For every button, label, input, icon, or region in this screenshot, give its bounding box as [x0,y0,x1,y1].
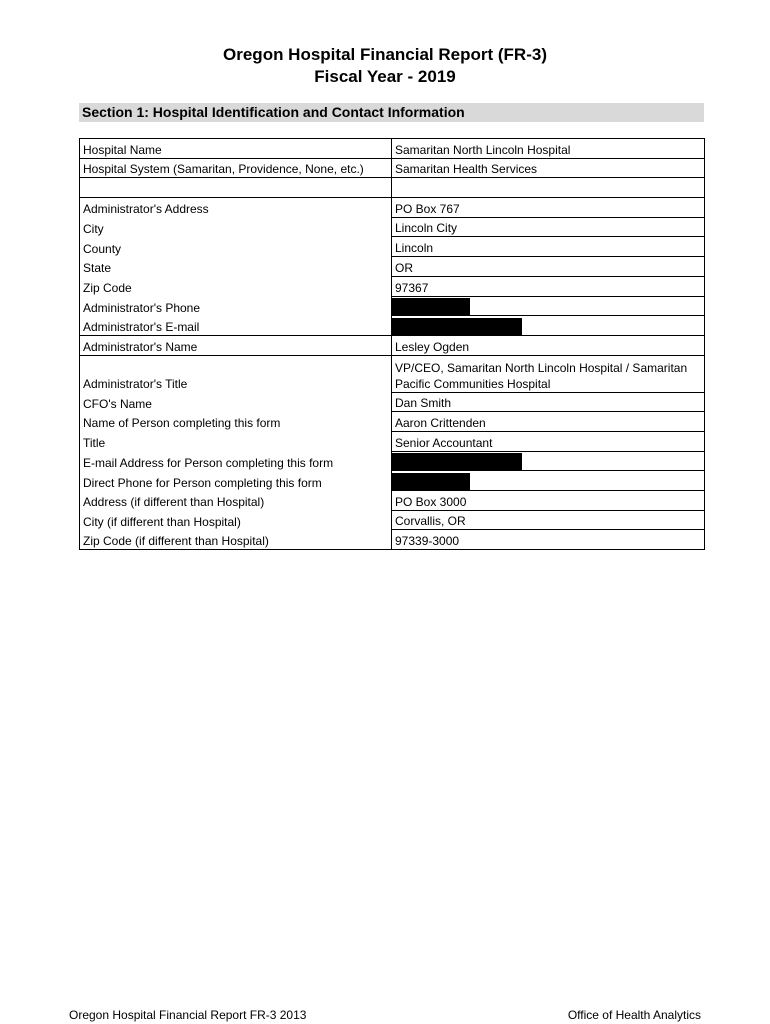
row-value: OR [392,257,705,277]
row-label: Administrator's E-mail [80,316,392,336]
row-label: Name of Person completing this form [80,412,392,432]
table-row [80,392,705,412]
report-title: Oregon Hospital Financial Report (FR-3) [223,45,547,64]
row-label: Administrator's Phone [80,296,392,316]
row-value: Lesley Ogden [392,335,705,355]
row-label [80,178,392,198]
table-row [80,217,705,237]
row-value: Aaron Crittenden [392,412,705,432]
row-value-redacted [392,296,705,316]
row-label: City (if different than Hospital) [80,510,392,530]
row-value: Senior Accountant [392,431,705,451]
row-label: Administrator's Address [80,198,392,218]
redaction-block [392,298,470,315]
row-value: Samaritan Health Services [392,158,705,178]
table-row [80,530,705,550]
row-label: Administrator's Title [80,355,392,392]
table-row [80,431,705,451]
table-row [80,296,705,316]
table-row [80,335,705,355]
redaction-block [392,453,522,470]
footer-report-name: Oregon Hospital Financial Report FR-3 2013 [69,1008,307,1022]
table-row [80,316,705,336]
row-value: Lincoln [392,237,705,257]
redaction-block [392,473,470,490]
row-value: Dan Smith [392,392,705,412]
row-label: Address (if different than Hospital) [80,491,392,511]
table-row [80,491,705,511]
row-label: Hospital Name [80,139,392,159]
table-row [80,510,705,530]
table-row [80,355,705,392]
row-label: E-mail Address for Person completing this form [80,451,392,471]
row-value-redacted [392,471,705,491]
row-value: 97367 [392,276,705,296]
table-row [80,276,705,296]
fiscal-year-title: Fiscal Year - 2019 [314,67,456,86]
row-value [392,178,705,198]
table-row [80,178,705,198]
table-row [80,237,705,257]
section-header: Section 1: Hospital Identification and Contact Information [79,103,704,122]
row-value: PO Box 3000 [392,491,705,511]
table-row [80,471,705,491]
row-value: 97339-3000 [392,530,705,550]
table-row [80,412,705,432]
table-row [80,257,705,277]
table-row [80,198,705,218]
row-value: Samaritan North Lincoln Hospital [392,139,705,159]
table-row [80,158,705,178]
row-value-redacted [392,316,705,336]
row-label: Title [80,431,392,451]
row-label: Direct Phone for Person completing this form [80,471,392,491]
row-label: Zip Code (if different than Hospital) [80,530,392,550]
row-value-redacted [392,451,705,471]
row-value: VP/CEO, Samaritan North Lincoln Hospital / Samaritan Pacific Communities Hospital [392,355,705,392]
row-label: CFO's Name [80,392,392,412]
row-label: Hospital System (Samaritan, Providence, None, etc.) [80,158,392,178]
row-value: PO Box 767 [392,198,705,218]
table-row [80,139,705,159]
row-value: Lincoln City [392,217,705,237]
row-label: Zip Code [80,276,392,296]
row-value: Corvallis, OR [392,510,705,530]
redaction-block [392,318,522,335]
contact-info-table [79,138,705,550]
row-label: County [80,237,392,257]
row-label: State [80,257,392,277]
footer-office-name: Office of Health Analytics [567,1008,701,1022]
row-label: Administrator's Name [80,335,392,355]
row-label: City [80,217,392,237]
table-row [80,451,705,471]
